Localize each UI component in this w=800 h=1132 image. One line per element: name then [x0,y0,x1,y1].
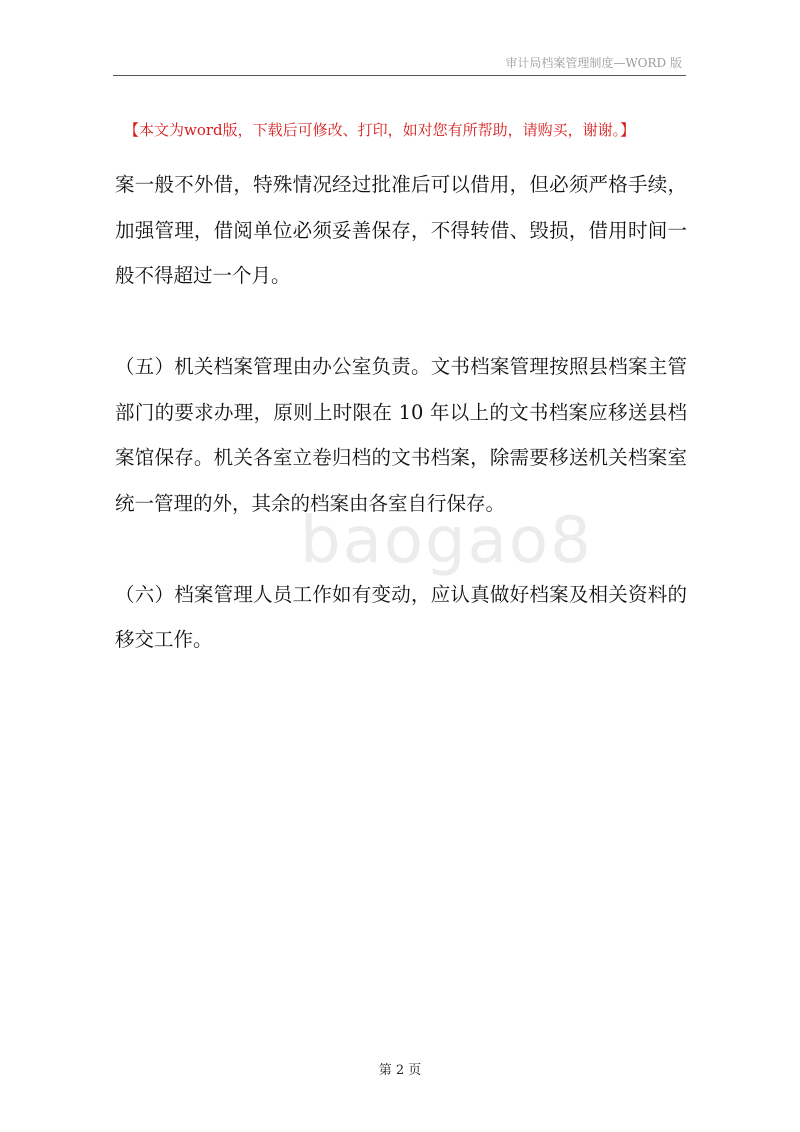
header-divider [113,75,686,76]
site-watermark: baogao8 [300,504,593,578]
purchase-notice: 【本文为word版，下载后可修改、打印，如对您有所帮助，请购买，谢谢。】 [124,121,636,139]
paragraph-gap [115,299,687,345]
page-number: 第 2 页 [378,1063,422,1078]
running-header: 审计局档案管理制度—WORD 版 [505,56,682,70]
document-body [115,162,687,663]
paragraph-item-five: （五）机关档案管理由办公室负责。文书档案管理按照县档案主管部门的要求办理，原则上时限在 10 年以上的文书档案应移送县档案馆保存。机关各室立卷归档的文书档案，除需要移送机关档案室统一管理的外，其余的档案由各室自行保存。 [115,355,687,515]
paragraph-item-six: （六）档案管理人员工作如有变动，应认真做好档案及相关资料的移交工作。 [115,582,687,651]
paragraph-borrowing: 案一般不外借，特殊情况经过批准后可以借用，但必须严格手续，加强管理，借阅单位必须妥善保存，不得转借、毁损，借用时间一般不得超过一个月。 [115,173,687,287]
